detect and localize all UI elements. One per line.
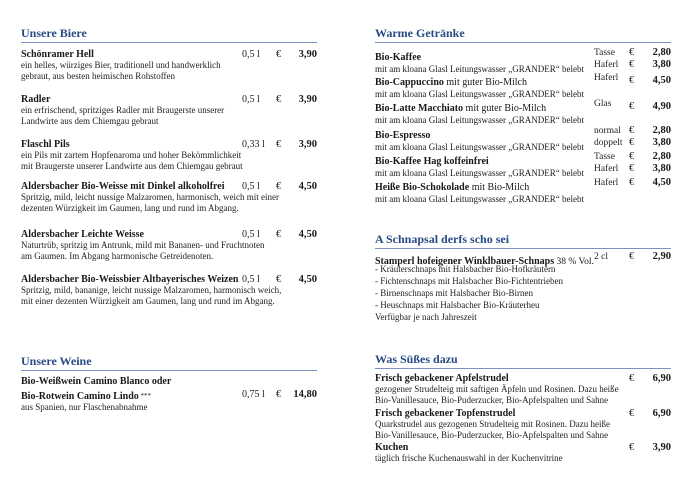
item-price: 3,90 (652, 442, 671, 453)
menu-item-beer (21, 139, 317, 172)
menu-item-wine (21, 376, 317, 413)
item-price: 4,50 (298, 181, 317, 192)
item-name-extra: *** (138, 392, 152, 400)
item-price: 14,80 (293, 389, 317, 400)
item-name-main: Bio-Cappuccino (375, 77, 444, 88)
schnaps-variant: - Birnenschnaps mit Halsbacher Bio-Birnen (375, 288, 533, 298)
item-price: 2,80 (652, 47, 671, 58)
menu-item-dessert (375, 373, 671, 406)
item-price: 3,80 (652, 163, 671, 174)
menu-item-hot-drink (375, 72, 671, 88)
menu-item-dessert (375, 442, 671, 464)
menu-item-hot-drink (375, 177, 671, 193)
menu-item-hot-drink (375, 98, 671, 114)
item-desc: gebraut, aus besten heimischen Rohstoffen (21, 71, 176, 81)
item-name-main: Bio-Latte Macchiato (375, 103, 464, 114)
menu-item-beer (21, 49, 317, 82)
euro-sign: € (276, 139, 282, 150)
item-name: Frisch gebackener Apfelstrudel (375, 373, 509, 384)
item-price: 2,80 (652, 151, 671, 162)
item-volume: 0,5 l (242, 274, 260, 285)
menu-item-hot-drink-desc (375, 163, 671, 178)
euro-sign: € (629, 373, 635, 384)
item-desc: Bio-Vanillesauce, Bio-Puderzucker, Bio-Apfelspalten und Sahne (375, 430, 609, 440)
euro-sign: € (629, 151, 635, 162)
item-name: Bio-Rotwein Camino Lindo (21, 391, 139, 402)
item-desc: ein Pils mit zartem Hopfenaroma und hoher Bekömmlichkeit (21, 150, 242, 160)
item-desc: Naturtrüb, spritzig im Antrunk, mild mit Bananen- und Fruchtnoten (21, 240, 265, 250)
item-price: 4,50 (652, 75, 671, 86)
menu-item-hot-drink-desc (375, 137, 671, 152)
menu-item-hot-drink (375, 151, 671, 167)
menu-item-beer (21, 274, 317, 307)
section-title-biere: Unsere Biere (21, 26, 87, 40)
euro-sign: € (629, 137, 635, 148)
item-name-main: Heiße Bio-Schokolade (375, 182, 470, 193)
section-rule (21, 42, 317, 43)
item-volume: 0,33 l (242, 139, 265, 150)
item-size: Tasse (594, 48, 615, 58)
item-desc: Spritzig, mild, bananige, leicht nussige Malzaromen, harmonisch weich, (21, 285, 282, 295)
euro-sign: € (276, 94, 282, 105)
item-desc: mit am kloana Glasl Leitungswasser „GRANDER“ belebt (375, 64, 584, 74)
item-volume: 2 cl (594, 252, 608, 262)
item-price: 2,80 (652, 125, 671, 136)
menu-item-beer (21, 229, 317, 262)
euro-sign: € (276, 274, 282, 285)
item-name-line2 (21, 391, 317, 402)
section-title-warm: Warme Getränke (375, 26, 465, 40)
section-rule (375, 248, 671, 249)
euro-sign: € (629, 47, 635, 58)
item-desc: gezogener Strudelteig mit saftigen Äpfeln und Rosinen. Dazu heiße (375, 384, 619, 394)
euro-sign: € (276, 49, 282, 60)
item-name: Bio-Kaffee (375, 52, 422, 63)
menu-item-dessert (375, 408, 671, 441)
menu-item-hot-drink-desc (375, 110, 671, 125)
item-price: 4,50 (652, 177, 671, 188)
item-name: Aldersbacher Leichte Weisse (21, 229, 144, 240)
item-name: Bio-Kaffee Hag koffeinfrei (375, 156, 489, 167)
item-name: Frisch gebackener Topfenstrudel (375, 408, 516, 419)
item-price: 2,90 (652, 251, 671, 262)
menu-item-beer (21, 181, 317, 214)
item-price: 3,80 (652, 59, 671, 70)
item-name: Schönramer Hell (21, 49, 94, 60)
euro-sign: € (629, 442, 635, 453)
item-volume: 0,5 l (242, 181, 260, 192)
item-desc: mit am kloana Glasl Leitungswasser „GRANDER“ belebt (375, 168, 584, 178)
item-desc: mit am kloana Glasl Leitungswasser „GRANDER“ belebt (375, 142, 584, 152)
euro-sign: € (629, 59, 635, 70)
menu-item-schnaps (375, 251, 671, 267)
euro-sign: € (629, 125, 635, 136)
item-price: 4,50 (298, 274, 317, 285)
item-name-extra: mit Bio-Milch (469, 182, 530, 193)
item-desc: mit am kloana Glasl Leitungswasser „GRANDER“ belebt (375, 115, 584, 125)
item-desc: Spritzig, mild, leicht nussige Malzaromen, harmonisch, weich mit einer (21, 192, 279, 202)
item-size: Haferl (594, 73, 619, 83)
euro-sign: € (629, 177, 635, 188)
menu-item-hot-drink (375, 47, 671, 63)
item-price: 3,80 (652, 137, 671, 148)
item-name: Bio-Espresso (375, 130, 431, 141)
euro-sign: € (276, 181, 282, 192)
item-price: 3,90 (298, 49, 317, 60)
menu-item-hot-drink (375, 125, 671, 141)
euro-sign: € (629, 408, 635, 419)
item-name: Aldersbacher Bio-Weissbier Altbayerisches Weizen (21, 274, 239, 285)
euro-sign: € (629, 75, 635, 86)
section-title-suess: Was Süßes dazu (375, 352, 458, 366)
item-name: Bio-Weißwein Camino Blanco oder (21, 376, 172, 387)
item-desc: am Gaumen. Im Abgang harmonische Getreidenoten. (21, 251, 214, 261)
item-size: Haferl (594, 164, 619, 174)
item-volume: 0,5 l (242, 94, 260, 105)
euro-sign: € (629, 101, 635, 112)
section-title-weine: Unsere Weine (21, 354, 92, 368)
item-name-extra: mit guter Bio-Milch (463, 103, 547, 114)
euro-sign: € (276, 229, 282, 240)
euro-sign: € (629, 251, 635, 262)
item-name: Kuchen (375, 442, 409, 453)
item-price: 6,90 (652, 373, 671, 384)
item-size: Glas (594, 99, 612, 109)
section-rule (375, 42, 671, 43)
item-size: Haferl (594, 178, 619, 188)
item-price: 4,50 (298, 229, 317, 240)
item-volume: 0,5 l (242, 229, 260, 240)
item-name: Flaschl Pils (21, 139, 70, 150)
item-name-main: Stamperl hofeigener Winklbauer-Schnaps (375, 256, 555, 267)
item-volume: 0,5 l (242, 49, 260, 60)
item-size: normal (594, 126, 621, 136)
item-desc: aus Spanien, nur Flaschenabnahme (21, 402, 148, 412)
schnaps-variant: - Heuschnaps mit Halsbacher Bio-Kräuterheu (375, 300, 540, 310)
section-rule (375, 368, 671, 369)
item-price: 3,90 (298, 94, 317, 105)
item-price: 6,90 (652, 408, 671, 419)
item-name: Radler (21, 94, 51, 105)
schnaps-availability: Verfügbar je nach Jahreszeit (375, 312, 477, 322)
item-desc: Bio-Vanillesauce, Bio-Puderzucker, Bio-Apfelspalten und Sahne (375, 395, 609, 405)
euro-sign: € (629, 163, 635, 174)
item-desc: ein helles, würziges Bier, traditionell und handwerklich (21, 60, 221, 70)
item-name-extra: mit guter Bio-Milch (443, 77, 527, 88)
item-desc: mit am kloana Glasl Leitungswasser „GRANDER“ belebt (375, 194, 584, 204)
item-desc: ein erfrischend, spritziges Radler mit Braugerste unserer (21, 105, 225, 115)
item-volume: 0,75 l (242, 389, 265, 400)
item-size: Haferl (594, 60, 619, 70)
menu-item-hot-drink-desc (375, 84, 671, 99)
section-rule (21, 370, 317, 371)
item-desc: mit einer dezenten Würzigkeit am Gaumen, lang und rund im Abgang. (21, 296, 275, 306)
item-desc: täglich frische Kuchenauswahl in der Kuchenvitrine (375, 453, 563, 463)
item-desc: Quarkstrudel aus gezogenen Strudelteig mit Rosinen. Dazu heiße (375, 419, 610, 429)
schnaps-variant: - Kräuterschnaps mit Halsbacher Bio-Hofkräutern (375, 264, 556, 274)
menu-item-hot-drink-desc (375, 59, 671, 74)
item-name-extra: 38 % Vol. (554, 257, 594, 267)
item-name: Aldersbacher Bio-Weisse mit Dinkel alkoholfrei (21, 181, 225, 192)
item-size: Tasse (594, 152, 615, 162)
menu-item-beer (21, 94, 317, 127)
item-desc: Landwirte aus dem Chiemgau gebraut (21, 116, 159, 126)
section-title-schnaps: A Schnapsal derfs scho sei (375, 232, 510, 246)
item-price: 3,90 (298, 139, 317, 150)
item-desc: mit Braugerste unserer Landwirte aus dem Chiemgau gebraut (21, 161, 243, 171)
menu-item-hot-drink-desc (375, 189, 671, 204)
item-price: 4,90 (652, 101, 671, 112)
schnaps-variant: - Fichtenschnaps mit Halsbacher Bio-Fichtentrieben (375, 276, 563, 286)
item-size: doppelt (594, 138, 623, 148)
item-desc: dezenten Würzigkeit im Gaumen, lang und rund im Abgang. (21, 203, 239, 213)
item-desc: mit am kloana Glasl Leitungswasser „GRANDER“ belebt (375, 89, 584, 99)
euro-sign: € (276, 389, 282, 400)
